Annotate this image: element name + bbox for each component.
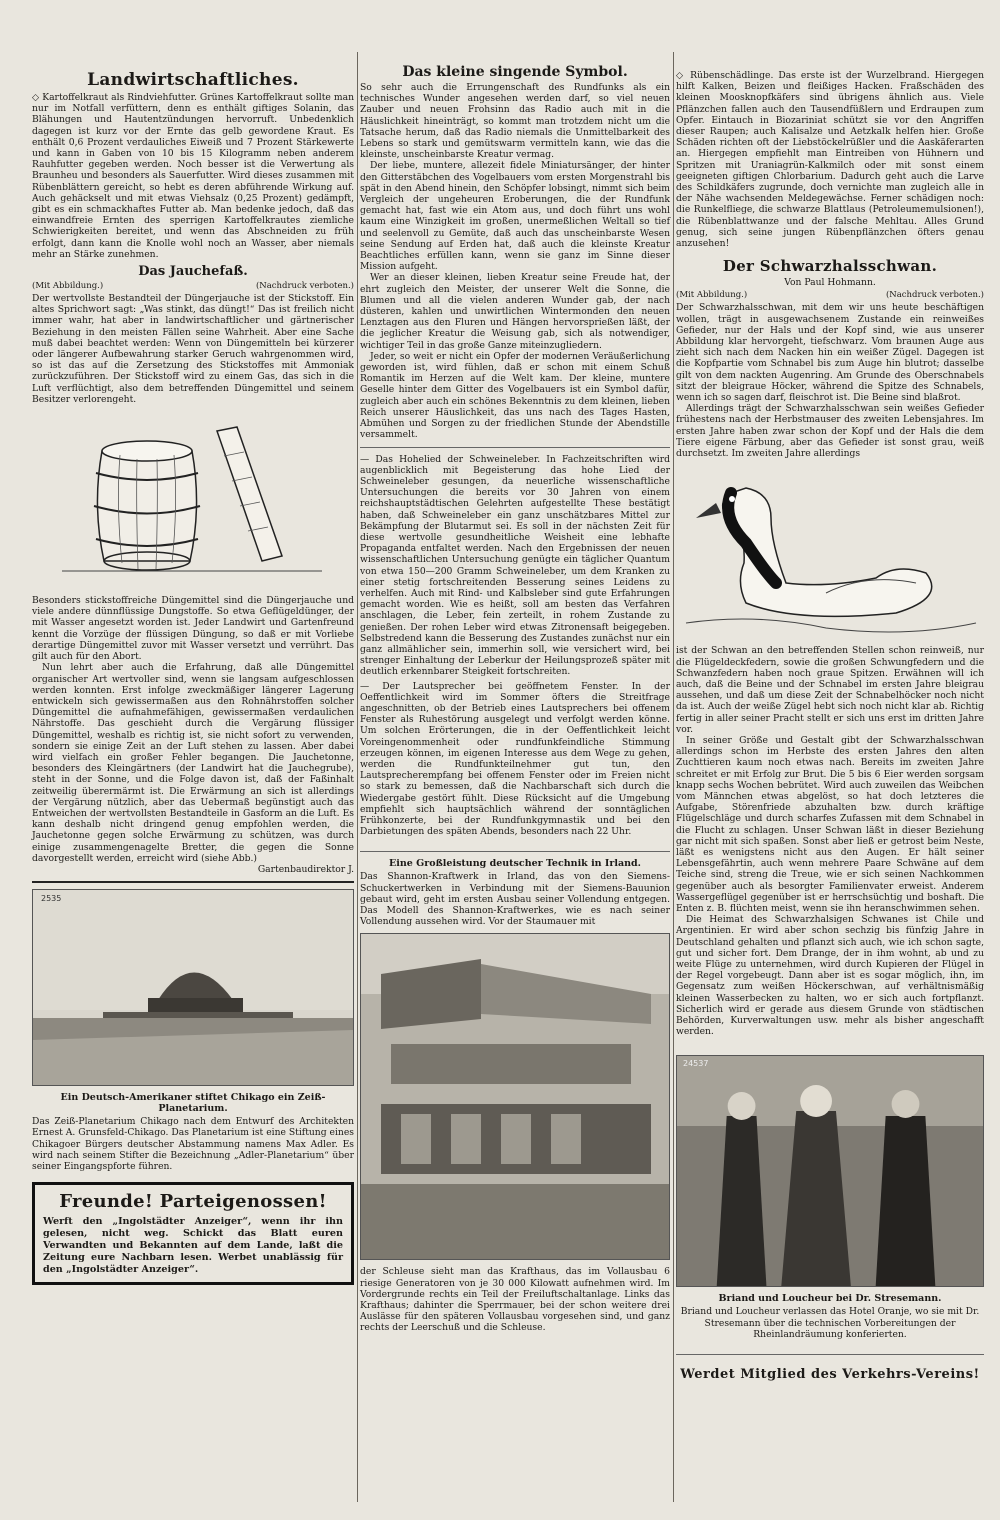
article-text: ist der Schwan an den betreffenden Stellen schon reinweiß, nur die Flügeldeckfedern, sowie die großen Schwungfedern und die Schwanzfedern haben noch graue Spitzen. Erwähnen will ich auch, daß die Beine und der Schnabel im ersten Jahre bleigrau aussehen, und daß um diese Zeit der Schnabelhöcker noch nicht da ist. Auch der weiße Zügel hebt sich noch nicht klar ab. Richtig fertig in aller seiner Pracht stellt er sich uns erst im dritten Jahre vor. [676,645,984,735]
divider [32,881,354,883]
ireland-text-continued: der Schleuse sieht man das Krafthaus, das im Vollausbau 6 riesige Generatoren von je 30 000 Kilowatt aufnehmen wird. Im Vordergrunde rechts ein Teil der Freiluftschaltanlage. Links das Krafthaus; dahinter die Sperrmauer, bei der schon weitere drei Auslässe für den späteren Vollausbau vorgesehen sind, und ganz rechts der Leerschuß und die Schleuse. [360,1266,670,1334]
article-kartoffelkraut: ◇ Kartoffelkraut als Rindviehfutter. Grünes Kartoffelkraut sollte man nur im Notfall verfüttern, denn es enthält giftiges Solanin, das Blähungen und Hautentzündungen hervorruft. Unbedenklich dagegen ist kurz vor der Ernte das gelb gewordene Kraut. Es enthält 0,6 Prozent verdauliches Eiweiß und 7 Prozent Stärkewerte und kann in Gaben von 10 bis 15 Kilogramm neben anderem Rauhfutter gegeben werden. Noch besser ist die Verwertung als Braunheu und besonders als Sauerfutter. Wird dieses zusammen mit Rübenblättern gereicht, so hebt es deren abführende Wirkung auf. Auch gehäckselt und mit etwas Viehsalz (0,25 Prozent) gedämpft, gibt es ein schmackhaftes Futter ab. Man bedenke jedoch, daß das einwandfreie Ernten des sperrigen Kartoffelkrautes ziemliche Schwierigkeiten bereitet, und wenn das Abschneiden zu früh erfolgt, dann kann die Knolle wohl noch an Wasser, aber niemals mehr an Stärke zunehmen. [32,92,354,260]
shannon-drawing [361,934,669,1259]
stresemann-photo [676,1055,984,1287]
photo-caption-title: Ein Deutsch-Amerikaner stiftet Chikago ein Zeiß-Planetarium. [60,1092,326,1115]
image-note: (Mit Abbildung.) [676,290,748,301]
shannon-photo [360,933,670,1260]
barrel-illustration [32,411,354,589]
article-text: Der Schwarzhalsschwan, mit dem wir uns heute beschäftigen wollen, trägt in ausgewachsenem Zustande ein reinweißes Gefieder, nur der Hals und der Kopf sind, wie aus unserer Abbildung klar hervorgeht, tiefschwarz. Vom braunen Auge aus zieht sich nach dem Nacken hin ein weißer Zügel. Dagegen ist die Kopfpartie vom Schnabel bis zum Auge hin blutrot; dasselbe gilt von dem nackten Augenring. Am Grunde des Oberschnabels sitzt der bleigraue Höcker, während die Spitze des Schnabels, wenn ich so sagen darf, fleischrot ist. Die Beine sind blaßrot. [676,302,984,404]
swan-illustration [676,463,984,641]
image-note: (Mit Abbildung.) [32,281,104,292]
divider [676,1354,984,1355]
article-text: Jeder, so weit er nicht ein Opfer der modernen Veräußerlichung geworden ist, wird fühlen, daß er schon mit einem Schuß Romantik im Herzen auf die Welt kam. Der kleine, muntere Geselle hinter dem Gitter des Vogelbauers ist ein Symbol dafür, zugleich aber auch ein schönes Bekenntnis zu dem kleinen, lieben Reich unserer Häuslichkeit, das uns nach des Tages Hasten, Abmühen und Sorgen zu der friedlichen Stunde der Abendstille versammelt. [360,350,670,441]
copyright-note: (Nachdruck verboten.) [885,290,984,301]
article-author: Gartenbaudirektor J. [257,863,354,875]
photo-caption-title: Briand und Loucheur bei Dr. Stresemann. [718,1293,942,1305]
photo-caption-text: Das Zeiß-Planetarium Chikago nach dem Entwurf des Architekten Ernest A. Grunsfeld-Chikago. Das Planetarium ist eine Stiftung eines Chikagoer Bürgers deutscher Abstammung namens Max Adler. Es wird nach seinem Stifter die Bezeichnung „Adler-Planetarium“ über seiner Eingangspforte führen. [32,1116,354,1172]
section-title: Landwirtschaftliches. [87,70,299,90]
box-text: Werft den „Ingolstädter Anzeiger“, wenn ihr ihn gelesen, nicht weg. Schickt das Blatt euren Verwandten und Bekannten auf dem Lande, laßt die Zeitung eure Nachbarn lesen. Werbet unablässig für den „Ingolstädter Anzeiger“. [43,1216,343,1276]
stresemann-drawing [677,1056,983,1286]
planetarium-drawing [33,890,353,1085]
divider [360,447,670,448]
party-appeal-box [32,1182,354,1285]
article-title-symbol: Das kleine singende Symbol. [402,64,628,80]
article-text: In seiner Größe und Gestalt gibt der Schwarzhalsschwan allerdings schon im Herbste des ersten Jahres den alten Zuchttieren kaum noch etwas nach. Bereits im zweiten Jahre schreitet er mit Erfolg zur Brut. Die 5 bis 6 Eier werden sorgsam knapp sechs Wochen bebrütet. Wird auch zuweilen das Weibchen vom Männchen etwas abgelöst, so hat doch letzteres die Aufgabe, Störenfriede abzuhalten bzw. durch kräftige Flügelschläge und durch scharfes Zufassen mit dem Schnabel in die Flucht zu schlagen. Unser Schwan läßt in dieser Beziehung gar nicht mit sich spaßen. Sonst aber ließ er getrost beim Neste, läßt es wenigstens nicht aus den Augen. Er hält seiner Lebensgefährtin, auch wenn mehrere Paare Schwäne auf dem Teiche sind, streng die Treue, wie er sich seinen Nachkommen gegenüber auch als besorgter Familienvater erweist. Anderem Wassergeflügel gegenüber ist er herrschsüchtig und boshaft. Die Enten z. B. flüchten meist, wenn sie ihn heranschwimmen sehen. [676,734,984,914]
column-rule [357,52,358,1502]
article-text: Besonders stickstoffreiche Düngemittel sind die Düngerjauche und viele andere dünnflüssige Dungstoffe. So etwa Geflügeldünger, der mit Wasser angesetzt worden ist. Jeder Landwirt und Gartenfreund kennt die Vorzüge der flüssigen Düngung, so daß er mit Vorliebe derartige Düngemittel zuvor mit Wasser versetzt und verrührt. Das gilt auch für den Abort. [32,595,354,663]
copyright-note: (Nachdruck verboten.) [255,281,354,292]
article-byline [676,290,984,300]
photo-number: 24537 [683,1059,709,1069]
article-text: Allerdings trägt der Schwarzhalsschwan sein weißes Gefieder frühestens nach der Herbstmauser des zweiten Lebensjahres. Im ersten Jahre haben zwar schon der Kopf und der Hals die dem Tiere eigene Färbung, aber das Gefieder ist sonst grau, weiß durchsetzt. Im zweiten Jahre allerdings [676,403,984,460]
article-ruebenschaedlinge: ◇ Rübenschädlinge. Das erste ist der Wurzelbrand. Hiergegen hilft Kalken, Beizen und fleißiges Hacken. Fraßschäden des kleinen Moosknopfkäfers sind übrigens ähnlich aus. Viele Pflänzchen fallen auch den Tausendfüßlern und Erdraupen zum Opfer. Eintauch in Biozariniat schützt sie vor den Angriffen dieser Raupen; auch Kalisalze und Aetzkalk helfen hier. Große Schäden richten oft der Liebstöckelrüßler und die Aaskäferarten an. Hiergegen empfiehlt man Eintreiben von Hühnern und Spritzen mit Uraniagrün-Kalkmilch oder mit sonst einem geeigneten giftigen Chlorbarium. Dadurch geht auch die Larve des Schildkäfers zugrunde, doch vernichte man zugleich alle in der Nähe wachsenden Meldegewächse. Ferner schädigen noch: die Runkelfliege, die schwarze Blattlaus (Petroleumemulsionen!), die Rübenblattwanze und der falsche Mehltau. Alles Grund genug, sich seine jungen Rübenpflänzchen öfters genau anzusehen! [676,70,984,250]
planetarium-photo [32,889,354,1086]
article-text: Die Heimat des Schwarzhalsigen Schwanes ist Chile und Argentinien. Er wird aber schon sechzig bis fünfzig Jahre in Deutschland gehalten und pflanzt sich auch, wie ich schon sagte, gut und sicher fort. Dem Drange, der in ihm wohnt, ab und zu weite Flüge zu unternehmen, wird durch Kupieren der Flügel in der Regel vorgebeugt. Dann aber ist es sogar möglich, ihn, im Gegensatz zum weißen Höckerschwan, auf verhältnismäßig kleinen Wasserbecken zu halten, wo er sich auch fortpflanzt. Sicherlich wird er gerade aus diesem Grunde von städtischen Behörden, Kurverwaltungen usw. mehr als bisher angeschafft werden. [676,914,984,1038]
article-text: Der liebe, muntere, allezeit fidele Miniatursänger, der hinter den Gitterstäbchen des Vogelbauers vom ersten Morgenstrahl bis spät in den Abend hinein, den Schöpfer lobsingt, nimmt sich beim Vergleich der ungeheuren Eroberungen, die der Rundfunk gemacht hat, fast wie ein Atom aus, und doch führt uns wohl kaum eine Winzigkeit im großen, unermeßlichen Weltall so tief und seelenvoll zu Gemüte, daß auch das unscheinbarste Wesen seine Sendung auf Erden hat, daß auch die kleinste Kreatur Beachtliches erfüllen kann, wenn sie ganz im Sinne dieser Mission aufgeht. [360,160,670,273]
article-byline [32,281,354,291]
column-1 [32,52,354,1285]
ireland-text: Das Shannon-Kraftwerk in Irland, das von den Siemens-Schuckertwerken in Verbindung mit der Siemens-Bauunion gebaut wird, geht im ersten Ausbau seiner Vollendung entgegen. Das Modell des Shannon-Kraftwerkes, wie es nach seiner Vollendung aussehen wird. Vor der Staumauer mit [360,871,670,928]
article-title-schwan: Der Schwarzhalsschwan. [722,257,938,276]
ireland-title: Eine Großleistung deutscher Technik in Irland. [389,858,641,870]
photo-number: 2535 [41,894,62,904]
column-rule [673,52,674,1502]
article-text: Der wertvollste Bestandteil der Düngerjauche ist der Stickstoff. Ein altes Sprichwort sagt: „Was stinkt, das düngt!“ Das ist freilich nicht immer wahr, hat aber in landwirtschaftlicher und gärtnerischer Beziehung in den meisten Fällen seine Wahrheit. Aber eine Sache muß dabei beachtet werden: Wenn von Düngemitteln bei kürzerer oder längerer Aufbewahrung starker Geruch wahrgenommen wird, so ist das auf die Zersetzung des Stickstoffes mit Ammoniak zurückzuführen. Der Stickstoff wird zu einem Gas, das sich in die Luft verflüchtigt, also dem betreffenden Düngemittel und seinem Besitzer verlorengeht. [32,293,354,405]
box-title: Freunde! Parteigenossen! [59,1191,327,1213]
divider [360,851,670,852]
article-schweineleber: — Das Hohelied der Schweineleber. In Fachzeitschriften wird augenblicklich mit Begeisterung das hohe Lied der Schweineleber gesungen, da neuerliche wissenschaftliche Untersuchungen die bereits vor 30 Jahren von einem reichshauptstädtischen Gelehrten aufgestellte These bestätigt haben, daß Schweineleber ein ganz unschätzbares Mittel zur Bekämpfung der Blutarmut sei. Es soll in der nächsten Zeit für diese wertvolle gesundheitliche Weisheit eine lebhafte Propaganda entfaltet werden. Nach den Ergebnissen der neuen wissenschaftlichen Untersuchung genügte ein täglicher Quantum von etwa 150—200 Gramm Schweineleber, um dem Kranken zu einer stetig fortschreitenden Besserung seines Leidens zu verhelfen. Auch mit Rind- und Kalbsleber sind gute Erfahrungen gemacht worden. Wie es heißt, soll am besten das Verfahren anschlagen, die Leber, fein zerteilt, in rohem Zustande zu genießen. Der rohen Leber wird etwas Zitronensaft beigegeben. Selbstredend kann die Besserung des Zustandes zunächst nur ein ganz allmählicher sein, immerhin soll, wie versichert wird, bei strenger Einhaltung der Leberkur der Heilungsprozeß später mit deutlich erkennbarer Steigkeit fortschreiten. [360,453,670,678]
article-text: Nun lehrt aber auch die Erfahrung, daß alle Düngemittel organischer Art wertvoller sind, wenn sie langsam aufgeschlossen werden konnten. Erst infolge zweckmäßiger längerer Lagerung entwickeln sich gewissermaßen aus den Rohnährstoffen solcher Düngemittel die aufnahmefähigen, gewissermaßen verdaulichen Nährstoffe. Das geschieht durch die Vergärung flüssiger Düngemittel, weshalb es richtig ist, sie nicht sofort zu verwenden, sondern sie einige Zeit an der Luft stehen zu lassen. Aber dabei wird vielfach ein großer Fehler begangen. Die Jauchetonne, besonders des Kleingärtners (der Landwirt hat die Jauchegrube), steht in der Sonne, und die Folge davon ist, daß der Faßinhalt zeitweilig überermärmt ist. Die Erwärmung an sich ist allerdings der Vergärung nützlich, aber das Uebermaß begünstigt auch das Entweichen der wertvollsten Bestandteile in Gasform an die Luft. Es kann deshalb nicht dringend genug empfohlen werden, die Jauchetonne gegen solche Erwärmung zu schützen, was durch einige zusammengenagelte Bretter, die gegen die Sonne davorgestellt werden, erreicht wird (siehe Abb.) [32,662,354,864]
article-text: Wer an dieser kleinen, lieben Kreatur seine Freude hat, der ehrt zugleich den Meister, der unserer Welt die Sonne, die Blumen und all die vielen anderen Wunder gab, der nach düsteren, kahlen und unwirtlichen Wintermonden den neuen Lenztagen aus den Fluren und Hängen hervorsprießen läßt, der die jeglicher Kreatur die Weisung gab, sich als notwendiger, wichtiger Teil in das große Ganze miteinzugliedern. [360,272,670,351]
column-2 [360,52,670,1334]
verkehrsverein-banner: Werdet Mitglied des Verkehrs-Vereins! [680,1367,980,1383]
column-3 [676,52,984,1395]
article-text: So sehr auch die Errungenschaft des Rundfunks als ein technisches Wunder angesehen werden darf, so viel neuen Zauber und neuen Frohsinn das Radio auch mit in die Häuslichkeit hineinträgt, so kommt man trotzdem nicht um die Tatsache herum, daß das Radio niemals die Unmittelbarkeit des Lebens so stark und gemütswarm vermitteln kann, wie das die kleinste, unscheinbarste Kreatur vermag. [360,82,670,161]
article-title-jauchefass: Das Jauchefaß. [138,264,248,280]
article-lautsprecher: — Der Lautsprecher bei geöffnetem Fenster. In der Oeffentlichkeit wird im Sommer öfters die Streitfrage angeschnitten, ob der Betrieb eines Lautsprechers bei offenem Fenster als Ruhestörung ausgelegt und verfolgt werden könne. Um solchen Erörterungen, die in der Oeffentlichkeit leicht Voreingenommenheit oder rundfunkfeindliche Stimmung erzeugen können, im eigenen Interesse aus dem Wege zu gehen, werden die Rundfunkteilnehmer gut tun, den Lautsprecherempfang bei offenem Fenster oder im Freien nicht so stark zu bemessen, daß die Nachbarschaft sich durch die Wiedergabe gestört fühlt. Diese Rücksicht auf die Umgebung empfiehlt sich hauptsächlich während der sonntäglichen Frühkonzerte, bei der Rundfunkgymnastik und bei den Darbietungen des späten Abends, besonders nach 22 Uhr. [360,680,670,838]
photo-caption-text: Briand und Loucheur verlassen das Hotel Oranje, wo sie mit Dr. Stresemann über die technischen Vorbereitungen der Rheinlandräumung konferierten. [680,1306,980,1340]
article-author: Von Paul Hohmann. [784,277,876,289]
